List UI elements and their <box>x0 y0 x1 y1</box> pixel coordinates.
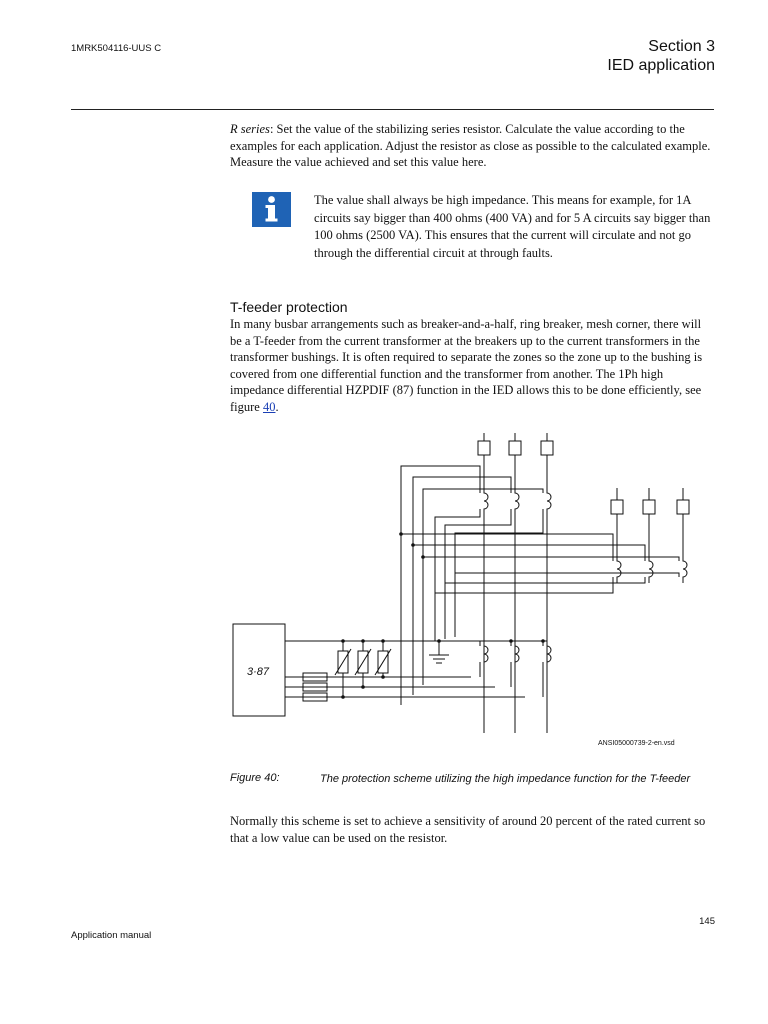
sensitivity-paragraph: Normally this scheme is set to achieve a sensitivity of around 20 percent of the rated current so that a low value can be used on the resistor. <box>230 814 706 845</box>
manual-name: Application manual <box>71 930 152 941</box>
section-number: Section 3 <box>648 38 715 55</box>
t-feeder-diagram <box>225 433 705 738</box>
tfeeder-paragraph <box>230 316 716 416</box>
r-series-term: R series <box>230 122 270 136</box>
r-series-paragraph <box>230 121 716 171</box>
section-title: IED application <box>607 57 715 74</box>
figure-link[interactable]: 40 <box>262 399 276 414</box>
relay-label: 3·87 <box>247 666 270 678</box>
note-text: The value shall always be high impedance. This means for example, for 1A circuits say bigger than 400 ohms (400 VA) and for 5 A circuits say bigger than 100 ohms (2500 VA). This ensures that the current will circulate and not go through the differential circuit at through faults. <box>314 193 711 260</box>
figure-reference: ANSI05000739-2-en.vsd <box>598 740 675 747</box>
tfeeder-text: In many busbar arrangements such as breaker-and-a-half, ring breaker, mesh corner, there will be a T-feeder from the current transformer at the breakers up to the current transformers in the transformer bushings. It is often required to separate the zones so the zone up to the bushing is covered from one differential function and the transformer from another. The 1Ph high impedance differential HZPDIF (87) function in the IED allows this to be done efficiently, see figure <box>230 317 703 414</box>
r-series-text: : Set the value of the stabilizing series resistor. Calculate the value according to the examples for each application. Adjust the resistor as close as possible to the calculated example. Measure the value achieved and set this value here. <box>230 122 711 170</box>
header-divider <box>71 109 714 110</box>
section-header <box>607 37 715 75</box>
figure-caption-label: Figure 40: <box>230 772 280 784</box>
figure-caption-text: The protection scheme utilizing the high impedance function for the T-feeder <box>320 773 691 785</box>
document-id: 1MRK504116-UUS C <box>71 43 162 54</box>
section-heading: T-feeder protection <box>230 299 348 315</box>
page-number: 145 <box>699 916 715 927</box>
tfeeder-end: . <box>275 399 279 414</box>
info-icon <box>252 192 291 227</box>
